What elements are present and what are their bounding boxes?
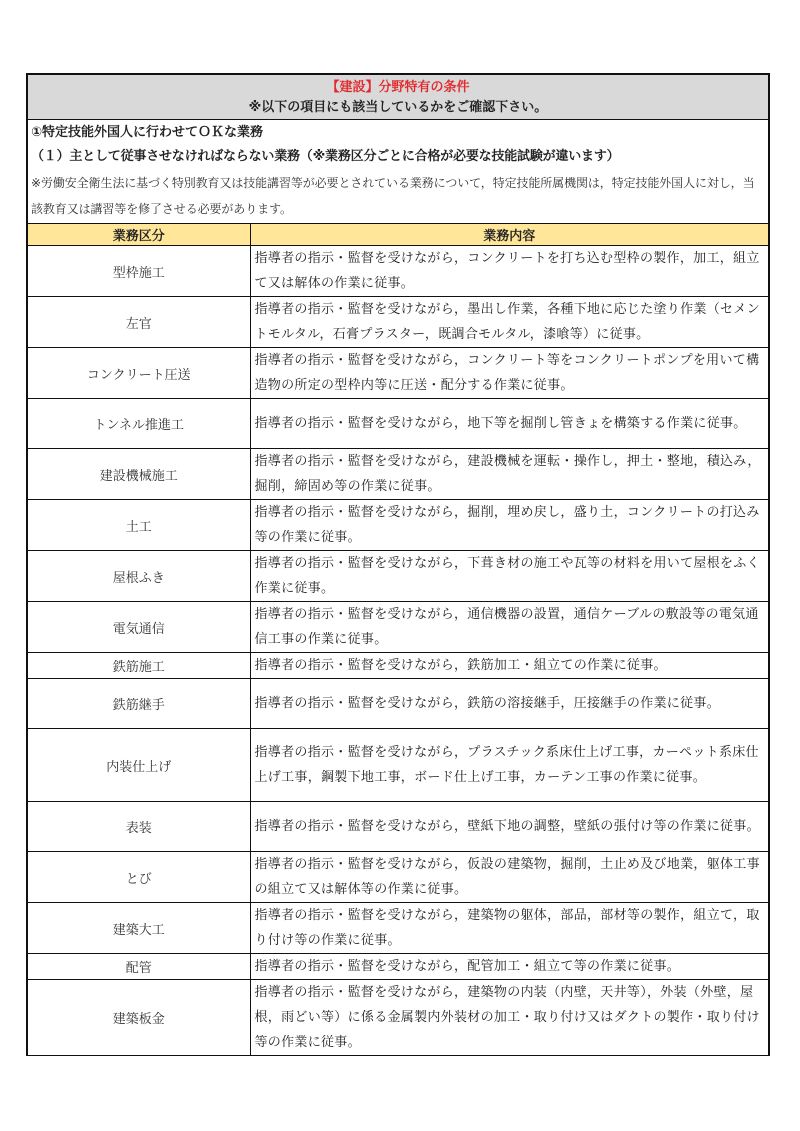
duty-description: 指導者の指示・監督を受けながら，建築物の内装（内壁，天井等），外装（外壁，屋根，雨どい等）に係る金属製内外装材の加工・取り付け又はダクトの製作・取り付け等の作業に従事。 bbox=[250, 980, 768, 1056]
column-header-category: 業務区分 bbox=[28, 224, 250, 246]
intro-heading: ①特定技能外国人に行わせてＯＫな業務 bbox=[31, 125, 264, 140]
duty-description: 指導者の指示・監督を受けながら，プラスチック系床仕上げ工事，カーペット系床仕上げ工事，鋼製下地工事，ボード仕上げ工事，カーテン工事の作業に従事。 bbox=[250, 729, 768, 802]
duty-category: 左官 bbox=[28, 297, 250, 348]
duty-category: 屋根ふき bbox=[28, 551, 250, 602]
duty-category: 建築板金 bbox=[28, 980, 250, 1056]
duty-category: 内装仕上げ bbox=[28, 729, 250, 802]
duty-category: 建築大工 bbox=[28, 903, 250, 954]
table-header-row bbox=[28, 224, 768, 246]
duty-category: トンネル推進工 bbox=[28, 399, 250, 449]
column-header-description: 業務内容 bbox=[250, 224, 768, 246]
section-title: 【建設】分野特有の条件 bbox=[326, 80, 470, 95]
duty-category: 表装 bbox=[28, 802, 250, 852]
duty-category: 配管 bbox=[28, 954, 250, 980]
section-subtitle: ※以下の項目にも該当しているかをご確認下さい。 bbox=[248, 100, 548, 115]
duty-description: 指導者の指示・監督を受けながら，鉄筋加工・組立ての作業に従事。 bbox=[250, 653, 768, 679]
duty-category: 土工 bbox=[28, 500, 250, 551]
duty-description: 指導者の指示・監督を受けながら，建築物の躯体，部品，部材等の製作，組立て，取り付け等の作業に従事。 bbox=[250, 903, 768, 954]
duty-description: 指導者の指示・監督を受けながら，掘削，埋め戻し，盛り土，コンクリートの打込み等の作業に従事。 bbox=[250, 500, 768, 551]
duty-description: 指導者の指示・監督を受けながら，建設機械を運転・操作し，押土・整地，積込み，掘削，締固め等の作業に従事。 bbox=[250, 449, 768, 500]
table-row bbox=[28, 852, 768, 903]
table-row bbox=[28, 980, 768, 1056]
duty-category: 建設機械施工 bbox=[28, 449, 250, 500]
duty-category: とび bbox=[28, 852, 250, 903]
intro-subheading: （１）主として従事させなければならない業務（※業務区分ごとに合格が必要な技能試験が違います） bbox=[31, 149, 620, 164]
duty-category: 鉄筋継手 bbox=[28, 679, 250, 729]
table-row bbox=[28, 954, 768, 980]
table-row bbox=[28, 246, 768, 297]
duty-category: 鉄筋施工 bbox=[28, 653, 250, 679]
duty-category: 電気通信 bbox=[28, 602, 250, 653]
duties-table bbox=[28, 223, 768, 1056]
table-row bbox=[28, 449, 768, 500]
intro-block bbox=[28, 120, 768, 223]
conditions-document bbox=[26, 73, 770, 1056]
section-header bbox=[28, 75, 768, 120]
duty-category: コンクリート圧送 bbox=[28, 348, 250, 399]
table-row bbox=[28, 551, 768, 602]
duty-category: 型枠施工 bbox=[28, 246, 250, 297]
table-row bbox=[28, 602, 768, 653]
duty-description: 指導者の指示・監督を受けながら，壁紙下地の調整，壁紙の張付け等の作業に従事。 bbox=[250, 802, 768, 852]
duty-description: 指導者の指示・監督を受けながら，コンクリート等をコンクリートポンプを用いて構造物の所定の型枠内等に圧送・配分する作業に従事。 bbox=[250, 348, 768, 399]
duty-description: 指導者の指示・監督を受けながら，鉄筋の溶接継手，圧接継手の作業に従事。 bbox=[250, 679, 768, 729]
duty-description: 指導者の指示・監督を受けながら，墨出し作業，各種下地に応じた塗り作業（セメントモルタル，石膏プラスター，既調合モルタル，漆喰等）に従事。 bbox=[250, 297, 768, 348]
duty-description: 指導者の指示・監督を受けながら，下葺き材の施工や瓦等の材料を用いて屋根をふく作業に従事。 bbox=[250, 551, 768, 602]
duty-description: 指導者の指示・監督を受けながら，コンクリートを打ち込む型枠の製作，加工，組立て又は解体の作業に従事。 bbox=[250, 246, 768, 297]
table-row bbox=[28, 679, 768, 729]
table-row bbox=[28, 348, 768, 399]
table-row bbox=[28, 903, 768, 954]
table-row bbox=[28, 729, 768, 802]
duty-description: 指導者の指示・監督を受けながら，通信機器の設置，通信ケーブルの敷設等の電気通信工事の作業に従事。 bbox=[250, 602, 768, 653]
table-row bbox=[28, 297, 768, 348]
table-row bbox=[28, 653, 768, 679]
intro-note: ※労働安全衛生法に基づく特別教育又は技能講習等が必要とされている業務について，特定技能所属機関は，特定技能外国人に対し，当該教育又は講習等を修了させる必要があります。 bbox=[31, 176, 755, 216]
table-body bbox=[28, 246, 768, 1056]
table-row bbox=[28, 399, 768, 449]
table-row bbox=[28, 500, 768, 551]
table-row bbox=[28, 802, 768, 852]
duty-description: 指導者の指示・監督を受けながら，仮設の建築物，掘削，土止め及び地業，躯体工事の組立て又は解体等の作業に従事。 bbox=[250, 852, 768, 903]
duty-description: 指導者の指示・監督を受けながら，地下等を掘削し管きょを構築する作業に従事。 bbox=[250, 399, 768, 449]
duty-description: 指導者の指示・監督を受けながら，配管加工・組立て等の作業に従事。 bbox=[250, 954, 768, 980]
